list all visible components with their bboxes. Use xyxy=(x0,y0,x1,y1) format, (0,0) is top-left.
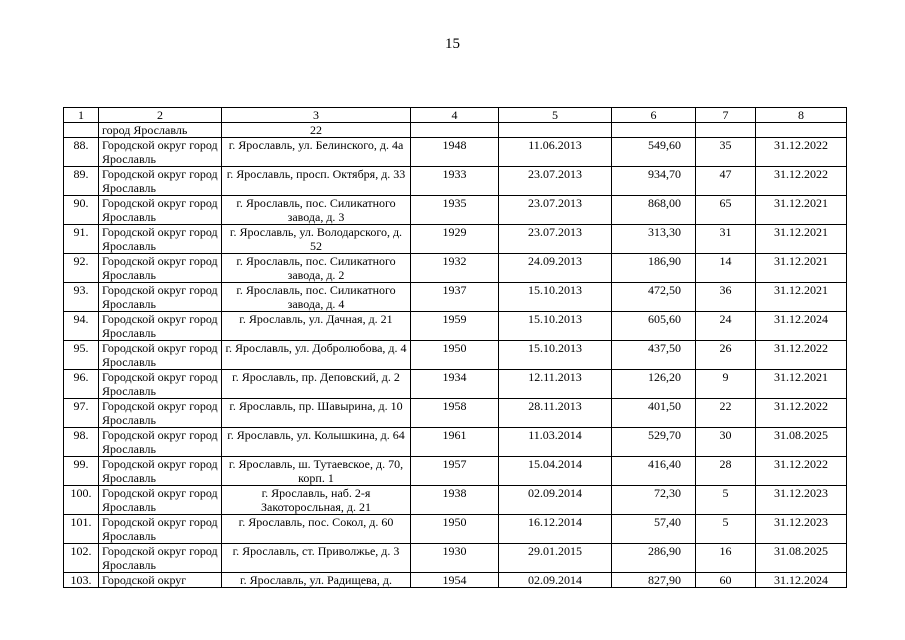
continuation-row xyxy=(64,123,847,138)
table-row xyxy=(64,254,847,283)
residents-cell: 22 xyxy=(696,399,756,428)
address-cell: г. Ярославль, ул. Радищева, д. xyxy=(222,573,411,588)
year-cell: 1938 xyxy=(411,486,499,515)
row-number: 94. xyxy=(64,312,99,341)
row-number: 101. xyxy=(64,515,99,544)
residents-cell: 60 xyxy=(696,573,756,588)
residents-cell: 28 xyxy=(696,457,756,486)
municipality-cell: Городской округ город Ярославль xyxy=(99,370,222,399)
deadline-cell: 31.12.2023 xyxy=(756,486,847,515)
deadline-cell: 31.12.2022 xyxy=(756,341,847,370)
address-cell: г. Ярославль, ул. Дачная, д. 21 xyxy=(222,312,411,341)
municipality-cell: Городской округ город Ярославль xyxy=(99,457,222,486)
date-cell: 02.09.2014 xyxy=(499,573,612,588)
area-cell: 605,60 xyxy=(612,312,696,341)
deadline-cell: 31.12.2024 xyxy=(756,312,847,341)
area-cell: 313,30 xyxy=(612,225,696,254)
area-cell: 401,50 xyxy=(612,399,696,428)
column-header: 5 xyxy=(499,108,612,123)
residents-cell: 5 xyxy=(696,486,756,515)
row-number: 103. xyxy=(64,573,99,588)
year-cell xyxy=(411,123,499,138)
date-cell: 11.06.2013 xyxy=(499,138,612,167)
date-cell: 23.07.2013 xyxy=(499,225,612,254)
column-header: 8 xyxy=(756,108,847,123)
year-cell: 1929 xyxy=(411,225,499,254)
column-header: 6 xyxy=(612,108,696,123)
area-cell: 186,90 xyxy=(612,254,696,283)
year-cell: 1932 xyxy=(411,254,499,283)
table-row xyxy=(64,312,847,341)
column-header: 7 xyxy=(696,108,756,123)
municipality-cell: Городской округ город Ярославль xyxy=(99,428,222,457)
year-cell: 1934 xyxy=(411,370,499,399)
area-cell: 57,40 xyxy=(612,515,696,544)
address-cell: г. Ярославль, пр. Шавырина, д. 10 xyxy=(222,399,411,428)
row-number: 97. xyxy=(64,399,99,428)
column-header: 4 xyxy=(411,108,499,123)
residents-cell: 30 xyxy=(696,428,756,457)
row-number: 99. xyxy=(64,457,99,486)
row-number xyxy=(64,123,99,138)
year-cell: 1935 xyxy=(411,196,499,225)
address-cell: г. Ярославль, пос. Силикатного завода, д. 2 xyxy=(222,254,411,283)
deadline-cell: 31.12.2022 xyxy=(756,457,847,486)
row-number: 89. xyxy=(64,167,99,196)
table-row xyxy=(64,399,847,428)
year-cell: 1958 xyxy=(411,399,499,428)
residents-cell: 65 xyxy=(696,196,756,225)
table-row xyxy=(64,428,847,457)
deadline-cell: 31.08.2025 xyxy=(756,428,847,457)
area-cell: 549,60 xyxy=(612,138,696,167)
date-cell xyxy=(499,123,612,138)
area-cell: 286,90 xyxy=(612,544,696,573)
year-cell: 1930 xyxy=(411,544,499,573)
area-cell: 529,70 xyxy=(612,428,696,457)
row-number: 88. xyxy=(64,138,99,167)
area-cell: 126,20 xyxy=(612,370,696,399)
year-cell: 1959 xyxy=(411,312,499,341)
deadline-cell: 31.12.2024 xyxy=(756,573,847,588)
area-cell: 472,50 xyxy=(612,283,696,312)
table-row xyxy=(64,544,847,573)
residents-cell: 35 xyxy=(696,138,756,167)
year-cell: 1950 xyxy=(411,515,499,544)
area-cell: 827,90 xyxy=(612,573,696,588)
area-cell: 416,40 xyxy=(612,457,696,486)
column-header: 1 xyxy=(64,108,99,123)
area-cell: 72,30 xyxy=(612,486,696,515)
row-number: 92. xyxy=(64,254,99,283)
municipality-cell: город Ярославль xyxy=(99,123,222,138)
municipality-cell: Городской округ город Ярославль xyxy=(99,225,222,254)
address-cell: г. Ярославль, ул. Колышкина, д. 64 xyxy=(222,428,411,457)
residents-cell: 31 xyxy=(696,225,756,254)
date-cell: 15.10.2013 xyxy=(499,341,612,370)
municipality-cell: Городской округ город Ярославль xyxy=(99,283,222,312)
residents-cell: 24 xyxy=(696,312,756,341)
area-cell: 934,70 xyxy=(612,167,696,196)
date-cell: 02.09.2014 xyxy=(499,486,612,515)
date-cell: 24.09.2013 xyxy=(499,254,612,283)
year-cell: 1937 xyxy=(411,283,499,312)
residents-cell: 16 xyxy=(696,544,756,573)
area-cell xyxy=(612,123,696,138)
date-cell: 12.11.2013 xyxy=(499,370,612,399)
deadline-cell: 31.12.2022 xyxy=(756,138,847,167)
date-cell: 15.10.2013 xyxy=(499,312,612,341)
municipality-cell: Городской округ город Ярославль xyxy=(99,167,222,196)
address-cell: г. Ярославль, пос. Силикатного завода, д. 3 xyxy=(222,196,411,225)
year-cell: 1950 xyxy=(411,341,499,370)
deadline-cell: 31.12.2021 xyxy=(756,254,847,283)
residents-cell: 5 xyxy=(696,515,756,544)
table-row xyxy=(64,515,847,544)
municipality-cell: Городской округ город Ярославль xyxy=(99,254,222,283)
deadline-cell: 31.12.2021 xyxy=(756,196,847,225)
address-cell: г. Ярославль, просп. Октября, д. 33 xyxy=(222,167,411,196)
table-row xyxy=(64,167,847,196)
municipality-cell: Городской округ xyxy=(99,573,222,588)
row-number: 91. xyxy=(64,225,99,254)
address-cell: г. Ярославль, пос. Силикатного завода, д. 4 xyxy=(222,283,411,312)
address-cell: 22 xyxy=(222,123,411,138)
address-cell: г. Ярославль, ул. Добролюбова, д. 4 xyxy=(222,341,411,370)
table-row xyxy=(64,225,847,254)
year-cell: 1957 xyxy=(411,457,499,486)
table-row xyxy=(64,457,847,486)
deadline-cell xyxy=(756,123,847,138)
area-cell: 868,00 xyxy=(612,196,696,225)
deadline-cell: 31.08.2025 xyxy=(756,544,847,573)
address-cell: г. Ярославль, ул. Белинского, д. 4а xyxy=(222,138,411,167)
row-number: 95. xyxy=(64,341,99,370)
residents-cell: 47 xyxy=(696,167,756,196)
column-header: 3 xyxy=(222,108,411,123)
table-row xyxy=(64,196,847,225)
row-number: 102. xyxy=(64,544,99,573)
deadline-cell: 31.12.2022 xyxy=(756,399,847,428)
date-cell: 11.03.2014 xyxy=(499,428,612,457)
address-cell: г. Ярославль, ш. Тутаевское, д. 70, корп. 1 xyxy=(222,457,411,486)
municipality-cell: Городской округ город Ярославль xyxy=(99,341,222,370)
address-cell: г. Ярославль, наб. 2-я Закоторосльная, д. 21 xyxy=(222,486,411,515)
deadline-cell: 31.12.2022 xyxy=(756,167,847,196)
year-cell: 1933 xyxy=(411,167,499,196)
table-row xyxy=(64,138,847,167)
housing-table xyxy=(63,107,847,588)
address-cell: г. Ярославль, ул. Володарского, д. 52 xyxy=(222,225,411,254)
row-number: 100. xyxy=(64,486,99,515)
deadline-cell: 31.12.2023 xyxy=(756,515,847,544)
residents-cell: 14 xyxy=(696,254,756,283)
column-header: 2 xyxy=(99,108,222,123)
year-cell: 1948 xyxy=(411,138,499,167)
residents-cell xyxy=(696,123,756,138)
date-cell: 16.12.2014 xyxy=(499,515,612,544)
table-row xyxy=(64,283,847,312)
table-row xyxy=(64,486,847,515)
municipality-cell: Городской округ город Ярославль xyxy=(99,399,222,428)
year-cell: 1954 xyxy=(411,573,499,588)
municipality-cell: Городской округ город Ярославль xyxy=(99,312,222,341)
table-header-row xyxy=(64,108,847,123)
municipality-cell: Городской округ город Ярославль xyxy=(99,515,222,544)
deadline-cell: 31.12.2021 xyxy=(756,225,847,254)
row-number: 98. xyxy=(64,428,99,457)
table-row xyxy=(64,370,847,399)
address-cell: г. Ярославль, ст. Приволжье, д. 3 xyxy=(222,544,411,573)
deadline-cell: 31.12.2021 xyxy=(756,370,847,399)
table-row xyxy=(64,341,847,370)
address-cell: г. Ярославль, пр. Деповский, д. 2 xyxy=(222,370,411,399)
row-number: 93. xyxy=(64,283,99,312)
address-cell: г. Ярославль, пос. Сокол, д. 60 xyxy=(222,515,411,544)
date-cell: 28.11.2013 xyxy=(499,399,612,428)
area-cell: 437,50 xyxy=(612,341,696,370)
page-number: 15 xyxy=(445,36,460,52)
date-cell: 15.04.2014 xyxy=(499,457,612,486)
municipality-cell: Городской округ город Ярославль xyxy=(99,196,222,225)
row-number: 96. xyxy=(64,370,99,399)
table-row xyxy=(64,573,847,588)
municipality-cell: Городской округ город Ярославль xyxy=(99,138,222,167)
residents-cell: 26 xyxy=(696,341,756,370)
date-cell: 23.07.2013 xyxy=(499,196,612,225)
date-cell: 15.10.2013 xyxy=(499,283,612,312)
year-cell: 1961 xyxy=(411,428,499,457)
date-cell: 29.01.2015 xyxy=(499,544,612,573)
residents-cell: 9 xyxy=(696,370,756,399)
residents-cell: 36 xyxy=(696,283,756,312)
municipality-cell: Городской округ город Ярославль xyxy=(99,486,222,515)
date-cell: 23.07.2013 xyxy=(499,167,612,196)
municipality-cell: Городской округ город Ярославль xyxy=(99,544,222,573)
deadline-cell: 31.12.2021 xyxy=(756,283,847,312)
row-number: 90. xyxy=(64,196,99,225)
